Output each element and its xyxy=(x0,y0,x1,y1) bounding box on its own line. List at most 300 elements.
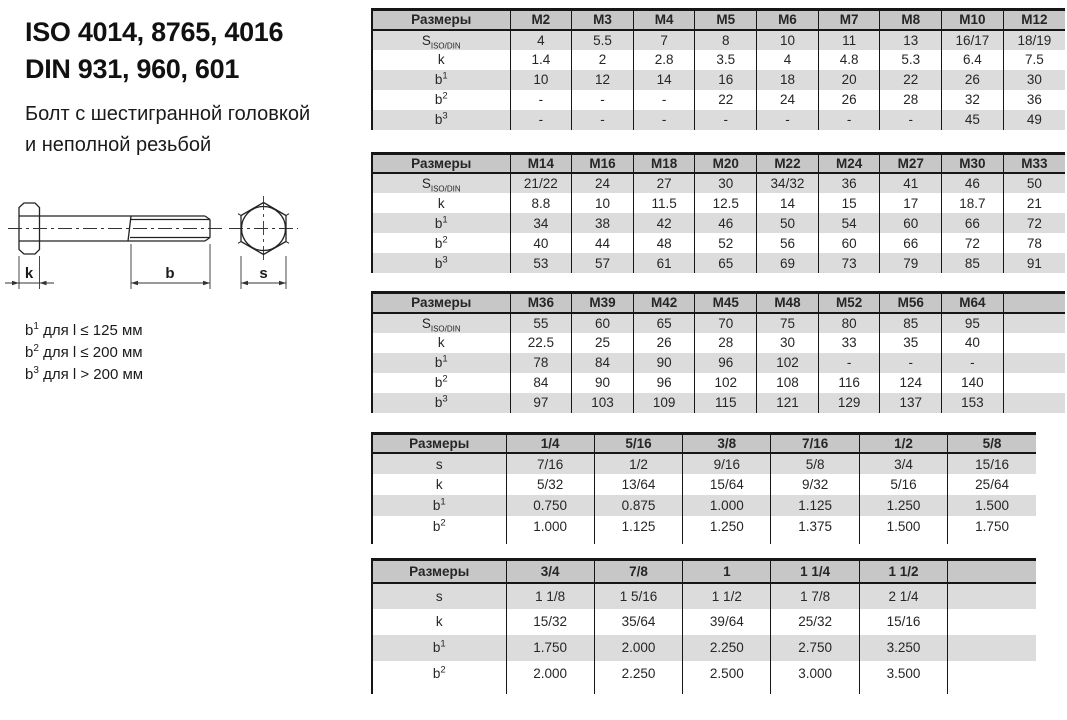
table-header-row xyxy=(372,433,1036,453)
table-cell: 26 xyxy=(942,70,1004,90)
dim-label-s: s xyxy=(259,265,268,282)
table-row xyxy=(372,495,1036,516)
table-cell: 53 xyxy=(510,253,572,273)
table-row xyxy=(372,453,1036,474)
table-cell: 91 xyxy=(1003,253,1065,273)
table-cell: 97 xyxy=(510,393,572,413)
table-cell: - xyxy=(818,110,880,130)
table-cell: 2.000 xyxy=(594,635,682,661)
table-cell: 73 xyxy=(818,253,880,273)
table-row xyxy=(372,353,1065,373)
table-cell: 2.500 xyxy=(683,661,771,687)
table-cell: 75 xyxy=(757,313,819,333)
row-label: $b^2$ xyxy=(434,373,448,390)
table-row xyxy=(372,516,1036,537)
table-row xyxy=(372,213,1065,233)
table-cell xyxy=(1003,313,1065,333)
table-cell: - xyxy=(572,110,634,130)
table-cell: 4.8 xyxy=(818,50,880,70)
column-header: 1 xyxy=(683,560,771,583)
table-cell: - xyxy=(633,110,695,130)
row-label: $b^2$ xyxy=(434,90,448,107)
table-cell: 90 xyxy=(633,353,695,373)
table-cell: 7/16 xyxy=(506,453,594,474)
table-cell: 1.500 xyxy=(948,495,1036,516)
table-cell: 50 xyxy=(757,213,819,233)
table-cell: 3.250 xyxy=(859,635,947,661)
table-cell: - xyxy=(942,353,1004,373)
column-header: M5 xyxy=(695,10,757,30)
table-cell: 137 xyxy=(880,393,942,413)
table-cell: 72 xyxy=(942,233,1004,253)
table-cell: 18.7 xyxy=(942,193,1004,213)
table-cell: 3/4 xyxy=(859,453,947,474)
table-cell: 36 xyxy=(1003,90,1065,110)
column-header: M16 xyxy=(572,153,634,173)
column-header xyxy=(1003,293,1065,313)
table-cell: 22.5 xyxy=(510,333,572,353)
column-header: M2 xyxy=(510,10,572,30)
table-cell: 30 xyxy=(757,333,819,353)
table-cell: 20 xyxy=(818,70,880,90)
table-row xyxy=(372,30,1065,50)
column-header: 7/16 xyxy=(771,433,859,453)
table-cell: 2.750 xyxy=(771,635,859,661)
table-cell: 28 xyxy=(880,90,942,110)
centerlines xyxy=(8,196,298,262)
row-label: $b^2$ xyxy=(434,234,448,251)
table-cell: 108 xyxy=(757,373,819,393)
table-cell: 3.000 xyxy=(771,661,859,687)
table-cell: 70 xyxy=(695,313,757,333)
table-cell: 1.000 xyxy=(506,516,594,537)
table-cell: 10 xyxy=(757,30,819,50)
table-cell xyxy=(948,609,1036,635)
dim-label-b: b xyxy=(165,265,175,282)
table-cell: 15/64 xyxy=(683,474,771,495)
table-cell: 13/64 xyxy=(594,474,682,495)
table-cell: 48 xyxy=(633,233,695,253)
table-cell: 57 xyxy=(572,253,634,273)
table-cell: 1.750 xyxy=(506,635,594,661)
table-cell: 38 xyxy=(572,213,634,233)
table-cell: 10 xyxy=(572,193,634,213)
subtitle xyxy=(25,99,310,161)
table-cell: 24 xyxy=(757,90,819,110)
column-header: 1/4 xyxy=(506,433,594,453)
table-cell: 21 xyxy=(1003,193,1065,213)
table-cell: 129 xyxy=(818,393,880,413)
column-header: 5/8 xyxy=(948,433,1036,453)
table-cell: - xyxy=(880,110,942,130)
column-header: M12 xyxy=(1003,10,1065,30)
table-cell: 25/32 xyxy=(771,609,859,635)
row-label: $b^3$ xyxy=(372,110,510,130)
table-cell: 115 xyxy=(695,393,757,413)
table-cell: 84 xyxy=(510,373,572,393)
table-cell: - xyxy=(880,353,942,373)
title-line-1: ISO 4014, 8765, 4016 xyxy=(25,17,284,47)
dimensions-table-1 xyxy=(371,8,1065,130)
column-header: M39 xyxy=(572,293,634,313)
table-cell: 1 7/8 xyxy=(771,583,859,609)
table-cell: 153 xyxy=(942,393,1004,413)
header-label: Размеры xyxy=(372,10,510,30)
table-cell: 49 xyxy=(1003,110,1065,130)
table-cell: 1.250 xyxy=(683,516,771,537)
table-cell: 54 xyxy=(818,213,880,233)
table-cell: 84 xyxy=(572,353,634,373)
table-cell: - xyxy=(695,110,757,130)
table-cell: 0.875 xyxy=(594,495,682,516)
table-row xyxy=(372,110,1065,130)
table-cell: 121 xyxy=(757,393,819,413)
table-cell: 4 xyxy=(510,30,572,50)
footnote: $b^3$ для l > 200 мм xyxy=(25,365,144,383)
column-header xyxy=(948,560,1036,583)
table-cell: 85 xyxy=(880,313,942,333)
table-cell: 65 xyxy=(695,253,757,273)
table-cell: 102 xyxy=(695,373,757,393)
footnote: $b^1$ для l ≤ 125 мм xyxy=(25,321,143,339)
table-cell: 0.750 xyxy=(506,495,594,516)
header-label: Размеры xyxy=(372,293,510,313)
table-cell: 109 xyxy=(633,393,695,413)
table-row xyxy=(372,70,1065,90)
table-cell: 65 xyxy=(633,313,695,333)
row-label: $b^1$ xyxy=(372,70,510,90)
table-cell xyxy=(1003,393,1065,413)
table-row xyxy=(372,393,1065,413)
table-cell: 7 xyxy=(633,30,695,50)
column-header: M3 xyxy=(572,10,634,30)
table-cell: 3.500 xyxy=(859,661,947,687)
column-header: M10 xyxy=(942,10,1004,30)
table-row xyxy=(372,474,1036,495)
table-cell: 30 xyxy=(695,173,757,193)
table-cell: - xyxy=(757,110,819,130)
table-cell: 34/32 xyxy=(757,173,819,193)
column-header: M48 xyxy=(757,293,819,313)
table-cell: 34 xyxy=(510,213,572,233)
table-cell: 5/8 xyxy=(771,453,859,474)
table-cell: 8.8 xyxy=(510,193,572,213)
table-cell: 1.4 xyxy=(510,50,572,70)
table-cell: 15 xyxy=(818,193,880,213)
table-cell: 56 xyxy=(757,233,819,253)
column-header: M42 xyxy=(633,293,695,313)
table-cell: 95 xyxy=(942,313,1004,333)
table-header-row xyxy=(372,153,1065,173)
table-cell: 30 xyxy=(1003,70,1065,90)
table-cell: 61 xyxy=(633,253,695,273)
table-cell: 11 xyxy=(818,30,880,50)
table-header-row xyxy=(372,560,1036,583)
table-cell: 2.8 xyxy=(633,50,695,70)
table-row xyxy=(372,661,1036,687)
table-cell: 78 xyxy=(1003,233,1065,253)
table-cell: 96 xyxy=(695,353,757,373)
table-cell: 32 xyxy=(942,90,1004,110)
table-cell: 1 5/16 xyxy=(594,583,682,609)
table-cell: 6.4 xyxy=(942,50,1004,70)
table-cell: - xyxy=(633,90,695,110)
footnotes xyxy=(25,320,143,386)
tables-panel xyxy=(371,0,1065,694)
column-header: 3/4 xyxy=(506,560,594,583)
column-header: M24 xyxy=(818,153,880,173)
table-cell: 18/19 xyxy=(1003,30,1065,50)
table-cell: 60 xyxy=(572,313,634,333)
table-cell: 2 xyxy=(572,50,634,70)
column-header: M56 xyxy=(880,293,942,313)
table-cell: 7.5 xyxy=(1003,50,1065,70)
table-cell: 28 xyxy=(695,333,757,353)
column-header: M18 xyxy=(633,153,695,173)
column-header: M22 xyxy=(757,153,819,173)
table-cell: 26 xyxy=(633,333,695,353)
table-row xyxy=(372,333,1065,353)
table-cell: 5/16 xyxy=(859,474,947,495)
table-cell: - xyxy=(510,90,572,110)
table-cell: 12 xyxy=(572,70,634,90)
table-cell: 15/32 xyxy=(506,609,594,635)
table-cell: 52 xyxy=(695,233,757,253)
dimensions-table-4 xyxy=(371,432,1036,545)
table-cell: 10 xyxy=(510,70,572,90)
table-cell: 103 xyxy=(572,393,634,413)
table-cell: 1.500 xyxy=(859,516,947,537)
row-label: $b^1$ xyxy=(372,495,506,516)
table-cell: 39/64 xyxy=(683,609,771,635)
table-row xyxy=(372,193,1065,213)
column-header: M27 xyxy=(880,153,942,173)
row-label: s xyxy=(372,453,506,474)
table-cell: 90 xyxy=(572,373,634,393)
column-header: M20 xyxy=(695,153,757,173)
table-cell: 4 xyxy=(757,50,819,70)
table-cell: 96 xyxy=(633,373,695,393)
row-label: $b^1$ xyxy=(372,635,506,661)
column-header: M14 xyxy=(510,153,572,173)
column-header: M33 xyxy=(1003,153,1065,173)
row-label: $b^2$ xyxy=(432,664,446,681)
table-cell: 9/16 xyxy=(683,453,771,474)
dim-label-k: k xyxy=(24,265,34,282)
table-cell xyxy=(948,635,1036,661)
table-cell: 16 xyxy=(695,70,757,90)
table-cell: 9/32 xyxy=(771,474,859,495)
row-label: $S_{ISO/DIN}$ xyxy=(372,313,510,333)
header-label: Размеры xyxy=(372,433,506,453)
table-cell: 5.5 xyxy=(572,30,634,50)
table-cell: 102 xyxy=(757,353,819,373)
table-cell xyxy=(1003,333,1065,353)
table-row xyxy=(372,373,1065,393)
table-cell: 46 xyxy=(942,173,1004,193)
table-row xyxy=(372,173,1065,193)
table-cell: 22 xyxy=(695,90,757,110)
table-cell xyxy=(1003,353,1065,373)
table-cell: 13 xyxy=(880,30,942,50)
table-cell: 40 xyxy=(942,333,1004,353)
table-cell xyxy=(948,583,1036,609)
header-label: Размеры xyxy=(372,560,506,583)
column-header: 3/8 xyxy=(683,433,771,453)
table-cell: 2 1/4 xyxy=(859,583,947,609)
row-label: s xyxy=(372,583,506,609)
column-header: 7/8 xyxy=(594,560,682,583)
subtitle-line-1: Болт с шестигранной головкой xyxy=(25,103,311,125)
table-cell: 50 xyxy=(1003,173,1065,193)
table-row xyxy=(372,609,1036,635)
row-label: $b^3$ xyxy=(372,253,510,273)
table-cell: 66 xyxy=(880,233,942,253)
dimensions-table-3 xyxy=(371,291,1065,413)
dimensions-table-5 xyxy=(371,558,1036,694)
table-cell: 1.000 xyxy=(683,495,771,516)
table-cell: 60 xyxy=(818,233,880,253)
table-cell: 35 xyxy=(880,333,942,353)
table-cell: - xyxy=(818,353,880,373)
table-cell: 1.250 xyxy=(859,495,947,516)
table-cell: 85 xyxy=(942,253,1004,273)
column-header: 5/16 xyxy=(594,433,682,453)
table-cell: 25/64 xyxy=(948,474,1036,495)
table-cell: 12.5 xyxy=(695,193,757,213)
footnote: $b^2$ для l ≤ 200 мм xyxy=(25,343,143,361)
page-title xyxy=(25,14,283,88)
table-cell: 55 xyxy=(510,313,572,333)
table-cell: 72 xyxy=(1003,213,1065,233)
table-cell: 5.3 xyxy=(880,50,942,70)
table-cell: - xyxy=(572,90,634,110)
row-label: $S_{ISO/DIN}$ xyxy=(372,173,510,193)
table-cell: 46 xyxy=(695,213,757,233)
column-header: M52 xyxy=(818,293,880,313)
column-header: M6 xyxy=(757,10,819,30)
table-cell: 40 xyxy=(510,233,572,253)
row-label: k xyxy=(437,52,445,67)
table-cell: 25 xyxy=(572,333,634,353)
row-label: $b^2$ xyxy=(432,517,446,534)
table-row xyxy=(372,233,1065,253)
table-row xyxy=(372,583,1036,609)
table-header-row xyxy=(372,293,1065,313)
table-cell: 41 xyxy=(880,173,942,193)
table-cell: 1.125 xyxy=(771,495,859,516)
table-row xyxy=(372,50,1065,70)
column-header: M8 xyxy=(880,10,942,30)
table-cell: 42 xyxy=(633,213,695,233)
table-row xyxy=(372,635,1036,661)
table-cell xyxy=(948,661,1036,687)
column-header: 1/2 xyxy=(859,433,947,453)
table-cell: 69 xyxy=(757,253,819,273)
table-cell: 8 xyxy=(695,30,757,50)
row-label: $b^1$ xyxy=(372,353,510,373)
table-cell: 3.5 xyxy=(695,50,757,70)
table-cell xyxy=(1003,373,1065,393)
table-cell: 1/2 xyxy=(594,453,682,474)
table-row xyxy=(372,313,1065,333)
column-header: M45 xyxy=(695,293,757,313)
table-cell: 17 xyxy=(880,193,942,213)
title-line-2: DIN 931, 960, 601 xyxy=(25,54,240,84)
table-cell: 2.250 xyxy=(683,635,771,661)
table-cell: 14 xyxy=(633,70,695,90)
table-cell: 78 xyxy=(510,353,572,373)
table-cell: 80 xyxy=(818,313,880,333)
table-cell: 18 xyxy=(757,70,819,90)
table-cell: 44 xyxy=(572,233,634,253)
column-header: 1 1/2 xyxy=(859,560,947,583)
table-cell: 1 1/2 xyxy=(683,583,771,609)
dimensions-table-2 xyxy=(371,152,1065,274)
table-cell: 79 xyxy=(880,253,942,273)
table-cell: 36 xyxy=(818,173,880,193)
table-row xyxy=(372,90,1065,110)
table-cell: 15/16 xyxy=(948,453,1036,474)
row-label: $b^1$ xyxy=(372,213,510,233)
column-header: M36 xyxy=(510,293,572,313)
table-cell: 140 xyxy=(942,373,1004,393)
table-row xyxy=(372,253,1065,273)
subtitle-line-2: и неполной резьбой xyxy=(25,134,212,156)
table-cell: 1 1/8 xyxy=(506,583,594,609)
table-cell: 2.000 xyxy=(506,661,594,687)
table-cell: 116 xyxy=(818,373,880,393)
bolt-drawing xyxy=(0,188,320,306)
table-cell: 24 xyxy=(572,173,634,193)
table-cell: 60 xyxy=(880,213,942,233)
row-label: $b^3$ xyxy=(372,393,510,413)
row-label: k xyxy=(435,477,443,492)
table-tail xyxy=(372,537,1036,544)
row-label: k xyxy=(437,195,445,211)
table-cell: 22 xyxy=(880,70,942,90)
row-label: k xyxy=(435,614,443,629)
table-cell: 1.125 xyxy=(594,516,682,537)
table-cell: - xyxy=(510,110,572,130)
row-label: k xyxy=(437,335,445,350)
table-cell: 26 xyxy=(818,90,880,110)
table-cell: 2.250 xyxy=(594,661,682,687)
table-cell: 14 xyxy=(757,193,819,213)
table-cell: 16/17 xyxy=(942,30,1004,50)
column-header: M7 xyxy=(818,10,880,30)
table-cell: 33 xyxy=(818,333,880,353)
table-cell: 1.375 xyxy=(771,516,859,537)
table-cell: 27 xyxy=(633,173,695,193)
table-cell: 15/16 xyxy=(859,609,947,635)
column-header: M30 xyxy=(942,153,1004,173)
column-header: 1 1/4 xyxy=(771,560,859,583)
table-tail xyxy=(372,687,1036,694)
table-cell: 5/32 xyxy=(506,474,594,495)
header-label: Размеры xyxy=(372,153,510,173)
table-header-row xyxy=(372,10,1065,30)
table-cell: 45 xyxy=(942,110,1004,130)
table-cell: 11.5 xyxy=(633,193,695,213)
table-cell: 35/64 xyxy=(594,609,682,635)
column-header: M64 xyxy=(942,293,1004,313)
column-header: M4 xyxy=(633,10,695,30)
row-label: $S_{ISO/DIN}$ xyxy=(372,30,510,50)
table-cell: 21/22 xyxy=(510,173,572,193)
table-cell: 1.750 xyxy=(948,516,1036,537)
table-cell: 66 xyxy=(942,213,1004,233)
